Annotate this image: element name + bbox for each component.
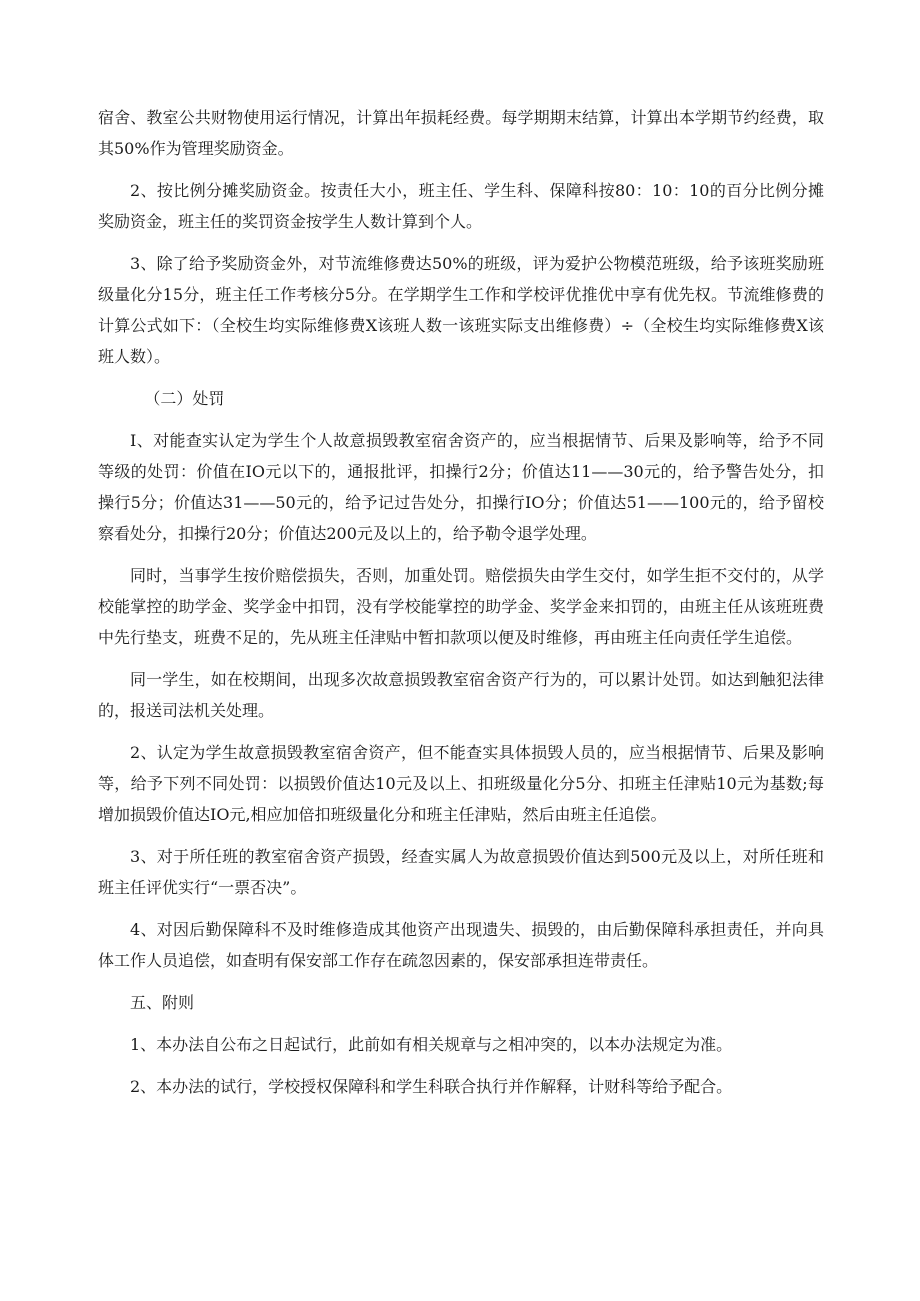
- paragraph-one-vote-veto: 3、对于所任班的教室宿舍资产损毁，经查实属人为故意损毁价值达到500元及以上，对所任班和班主任评优实行“一票否决”。: [98, 847, 824, 897]
- paragraph-compensation: 同时，当事学生按价赔偿损失，否则，加重处罚。赔偿损失由学生交付，如学生拒不交付的，从学校能掌控的助学金、奖学金中扣罚，没有学校能掌控的助学金、奖学金来扣罚的，由班主任从该班班费中先行垫支，班费不足的，先从班主任津贴中暂扣款项以便及时维修，再由班主任向责任学生追偿。: [98, 566, 824, 647]
- paragraph-logistics-responsibility: 4、对因后勤保障科不及时维修造成其他资产出现遗失、损毁的，由后勤保障科承担责任，并向具体工作人员追偿，如查明有保安部工作存在疏忽因素的，保安部承担连带责任。: [98, 920, 824, 970]
- paragraph-individual-penalty: I、对能查实认定为学生个人故意损毁教室宿舍资产的，应当根据情节、后果及影响等，给予不同等级的处罚：价值在IO元以下的，通报批评，扣操行2分；价值达11——30元的，给予警告处分，扣操行5分；价值达31——50元的，给予记过告处分，扣操行IO分；价值达51——100元的，给予留校察看处分，扣操行20分；价值达200元及以上的，给予勒令退学处理。: [98, 431, 824, 543]
- section-heading-penalty: （二）处罚: [144, 389, 225, 408]
- paragraph-reward-calculation: 宿舍、教室公共财物使用运行情况，计算出年损耗经费。每学期期末结算，计算出本学期节约经费，取其50%作为管理奖励资金。: [98, 108, 824, 158]
- document-body: [98, 102, 824, 1113]
- paragraph-repeat-offense: 同一学生，如在校期间，出现多次故意损毁教室宿舍资产行为的，可以累计处罚。如达到触犯法律的，报送司法机关处理。: [98, 670, 824, 720]
- paragraph-effective-date: 1、本办法自公布之日起试行，此前如有相关规章与之相冲突的，以本办法规定为准。: [130, 1035, 733, 1054]
- paragraph-reward-allocation: 2、按比例分摊奖励资金。按责任大小，班主任、学生科、保障科按80：10：10的百分比例分摊奖励资金，班主任的奖罚资金按学生人数计算到个人。: [98, 181, 824, 231]
- paragraph-unidentified-damage: 2、认定为学生故意损毁教室宿舍资产，但不能查实具体损毁人员的，应当根据情节、后果及影响等，给予下列不同处罚：以损毁价值达10元及以上、扣班级量化分5分、扣班主任津贴10元为基数;每增加损毁价值达IO元,相应加倍扣班级量化分和班主任津贴，然后由班主任追偿。: [98, 743, 824, 824]
- paragraph-model-class-award: 3、除了给予奖励资金外，对节流维修费达50%的班级，评为爱护公物模范班级，给予该班奖励班级量化分15分，班主任工作考核分5分。在学期学生工作和学校评优推优中享有优先权。节流维修费的计算公式如下：（全校生均实际维修费X该班人数一该班实际支出维修费）÷（全校生均实际维修费X该班人数）。: [98, 254, 824, 366]
- paragraph-interpretation: 2、本办法的试行，学校授权保障科和学生科联合执行并作解释，计财科等给予配合。: [130, 1077, 733, 1096]
- section-heading-supplementary: 五、附则: [130, 993, 195, 1012]
